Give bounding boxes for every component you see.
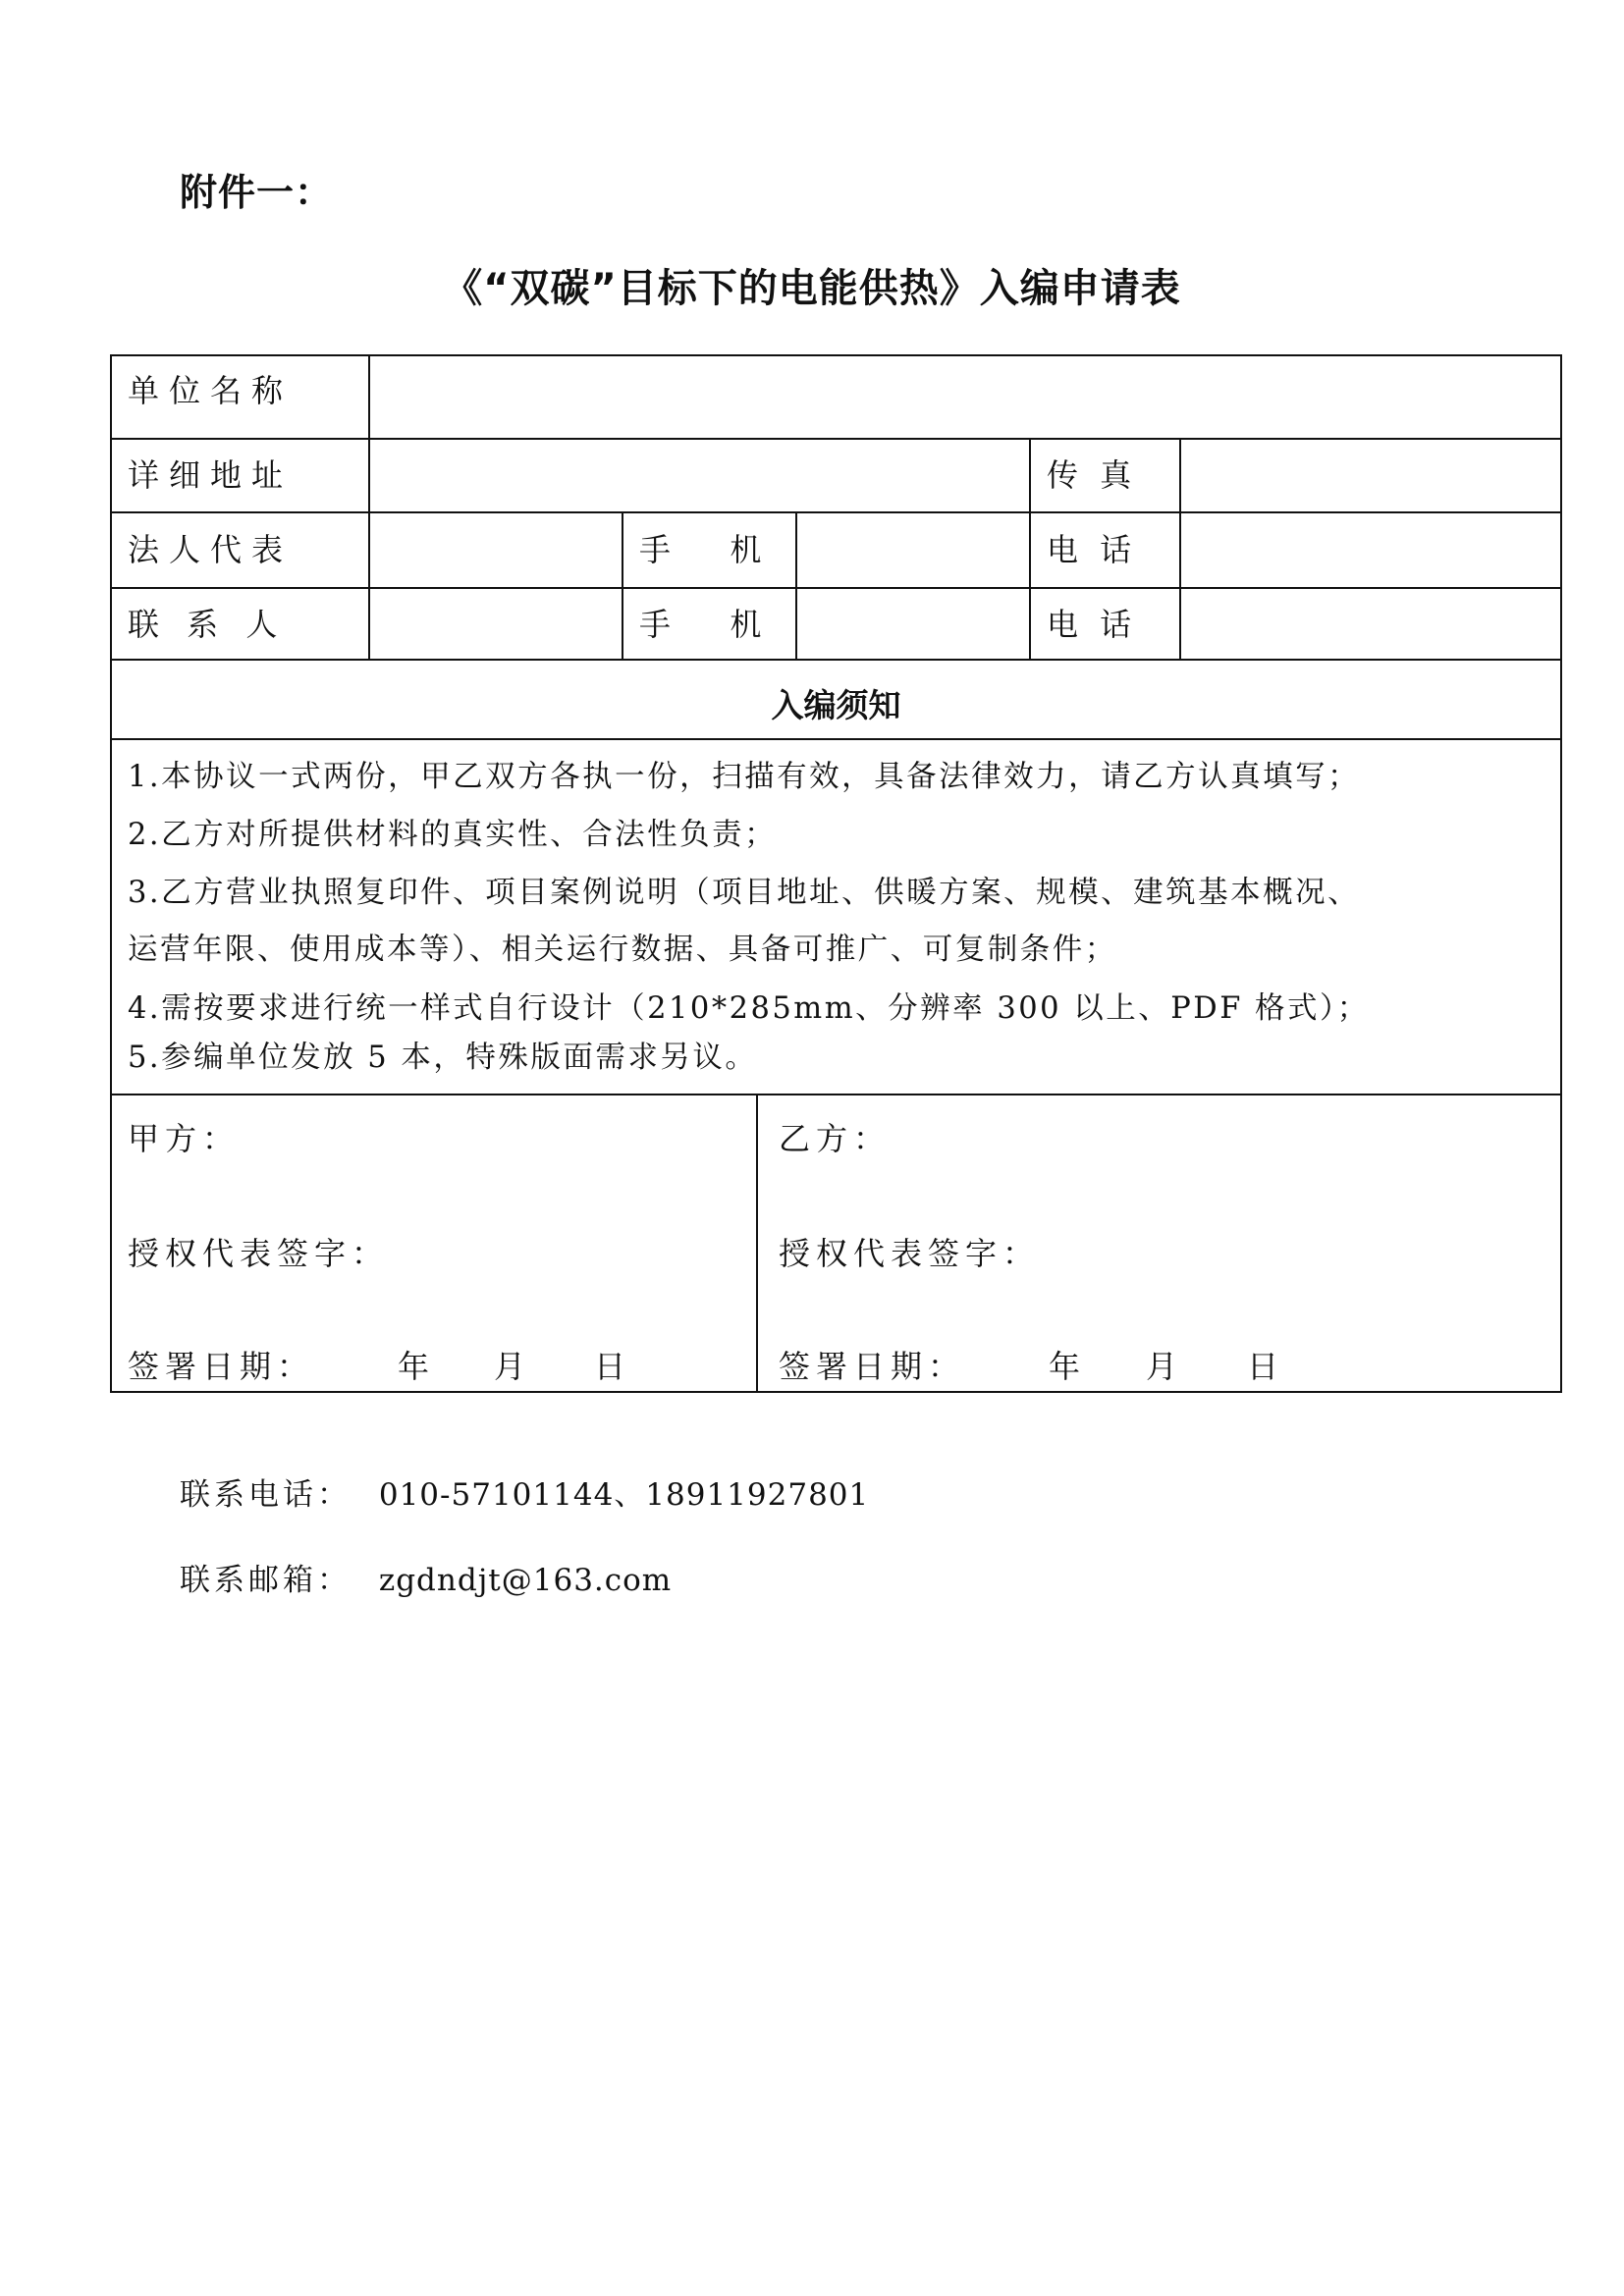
contact-mobile-label: 手 机: [639, 606, 762, 643]
legal-rep-mobile-field[interactable]: [797, 513, 1029, 587]
party-a-sign-label: 授权代表签字：: [128, 1235, 390, 1272]
address-field[interactable]: [370, 440, 1029, 511]
notice-item: 5.参编单位发放 5 本，特殊版面需求另议。: [128, 1041, 758, 1075]
col-divider: [622, 511, 623, 661]
row-divider: [111, 1094, 1562, 1095]
notice-item: 2.乙方对所提供材料的真实性、合法性负责；: [128, 818, 778, 852]
contact-phone-label: 电 话: [1047, 606, 1132, 643]
contact-mobile-field[interactable]: [797, 589, 1029, 659]
contact-phone-value: 010-57101144、18911927801: [378, 1477, 870, 1513]
legal-rep-phone-label: 电 话: [1047, 531, 1132, 568]
party-b-year: 年: [1049, 1348, 1087, 1385]
party-a-label: 甲方：: [128, 1120, 241, 1157]
party-b-day: 日: [1247, 1348, 1285, 1385]
notice-item: 3.乙方营业执照复印件、项目案例说明（项目地址、供暖方案、规模、建筑基本概况、: [128, 876, 1361, 910]
table-border-right: [1560, 354, 1562, 1393]
party-a-date-label: 签署日期：: [128, 1348, 315, 1385]
col-divider: [1029, 438, 1031, 661]
col-divider: [756, 1094, 758, 1393]
address-label: 详细地址: [128, 456, 294, 494]
party-b-date-label: 签署日期：: [779, 1348, 966, 1385]
party-b-sign-label: 授权代表签字：: [779, 1235, 1041, 1272]
contact-field[interactable]: [370, 589, 622, 659]
legal-rep-mobile-label: 手 机: [639, 531, 762, 568]
table-border-left: [110, 354, 112, 1393]
row-divider: [111, 659, 1562, 661]
legal-rep-label: 法人代表: [128, 531, 294, 568]
fax-field[interactable]: [1181, 440, 1560, 511]
contact-phone-field[interactable]: [1181, 589, 1560, 659]
legal-rep-phone-field[interactable]: [1181, 513, 1560, 587]
page-title: 《“双碳”目标下的电能供热》入编申请表: [443, 266, 1181, 311]
contact-email-label: 联系邮箱：: [180, 1563, 352, 1598]
unit-name-label: 单位名称: [128, 372, 294, 409]
notice-item: 运营年限、使用成本等）、相关运行数据、具备可推广、可复制条件；: [128, 933, 1117, 967]
contact-email-value[interactable]: zgdndjt@163.com: [378, 1563, 673, 1598]
party-a-month: 月: [494, 1348, 532, 1385]
table-border-bottom: [111, 1391, 1562, 1393]
contact-email-line: [180, 1561, 672, 1600]
party-b-month: 月: [1146, 1348, 1184, 1385]
contact-label: 联 系 人: [128, 606, 278, 643]
contact-phone-line: [180, 1475, 869, 1515]
unit-name-field[interactable]: [370, 356, 1560, 438]
legal-rep-field[interactable]: [370, 513, 622, 587]
fax-label: 传 真: [1047, 456, 1132, 494]
party-a-day: 日: [594, 1348, 632, 1385]
notice-item: 4.需按要求进行统一样式自行设计（210*285mm、分辨率 300 以上、PDF 格式）；: [128, 991, 1370, 1026]
notice-item: 1.本协议一式两份，甲乙双方各执一份，扫描有效，具备法律效力，请乙方认真填写；: [128, 760, 1361, 794]
row-divider: [111, 738, 1562, 740]
contact-phone-label: 联系电话：: [180, 1477, 352, 1513]
notice-heading: 入编须知: [771, 686, 901, 724]
attachment-label: 附件一：: [180, 171, 334, 214]
party-a-year: 年: [398, 1348, 436, 1385]
party-b-label: 乙方：: [779, 1120, 892, 1157]
